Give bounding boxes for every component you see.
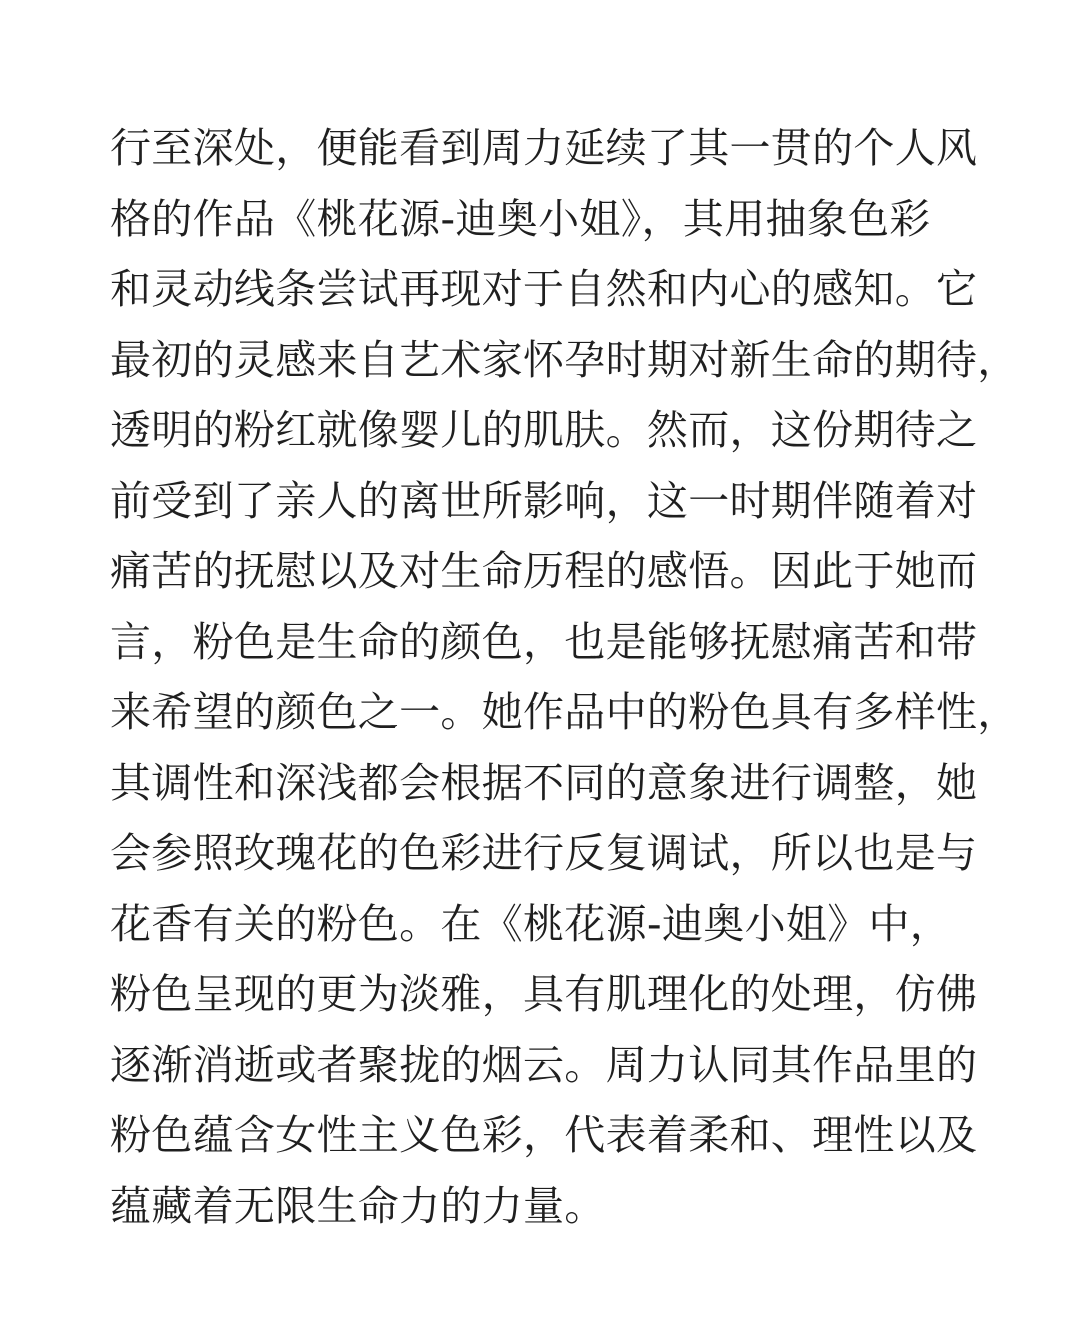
text-line: 言，粉色是生命的颜色，也是能够抚慰痛苦和带	[110, 617, 978, 666]
text-line: 会参照玫瑰花的色彩进行反复调试，所以也是与	[110, 829, 978, 877]
article-paragraph	[110, 113, 1019, 1241]
text-line: 粉色蕴含女性主义色彩，代表着柔和、理性以及	[110, 1111, 978, 1159]
text-line: 粉色呈现的更为淡雅，具有肌理化的处理，仿佛	[110, 970, 978, 1018]
text-line: 来希望的颜色之一。她作品中的粉色具有多样性，	[110, 688, 1019, 736]
text-line: 前受到了亲人的离世所影响，这一时期伴随着对	[110, 476, 978, 525]
text-line: 逐渐消逝或者聚拢的烟云。周力认同其作品里的	[110, 1040, 978, 1089]
text-line: 其调性和深浅都会根据不同的意象进行调整，她	[110, 758, 978, 807]
text-line: 最初的灵感来自艺术家怀孕时期对新生命的期待，	[110, 335, 1019, 384]
text-line: 和灵动线条尝试再现对于自然和内心的感知。它	[110, 265, 978, 313]
text-line: 格的作品《桃花源-迪奥小姐》，其用抽象色彩	[110, 194, 931, 243]
text-line: 蕴藏着无限生命力的力量。	[110, 1181, 606, 1230]
text-line: 痛苦的抚慰以及对生命历程的感悟。因此于她而	[110, 547, 978, 595]
text-line: 行至深处，便能看到周力延续了其一贯的个人风	[110, 124, 978, 172]
text-line: 透明的粉红就像婴儿的肌肤。然而，这份期待之	[110, 406, 978, 454]
text-line: 花香有关的粉色。在《桃花源-迪奥小姐》中，	[110, 899, 952, 948]
